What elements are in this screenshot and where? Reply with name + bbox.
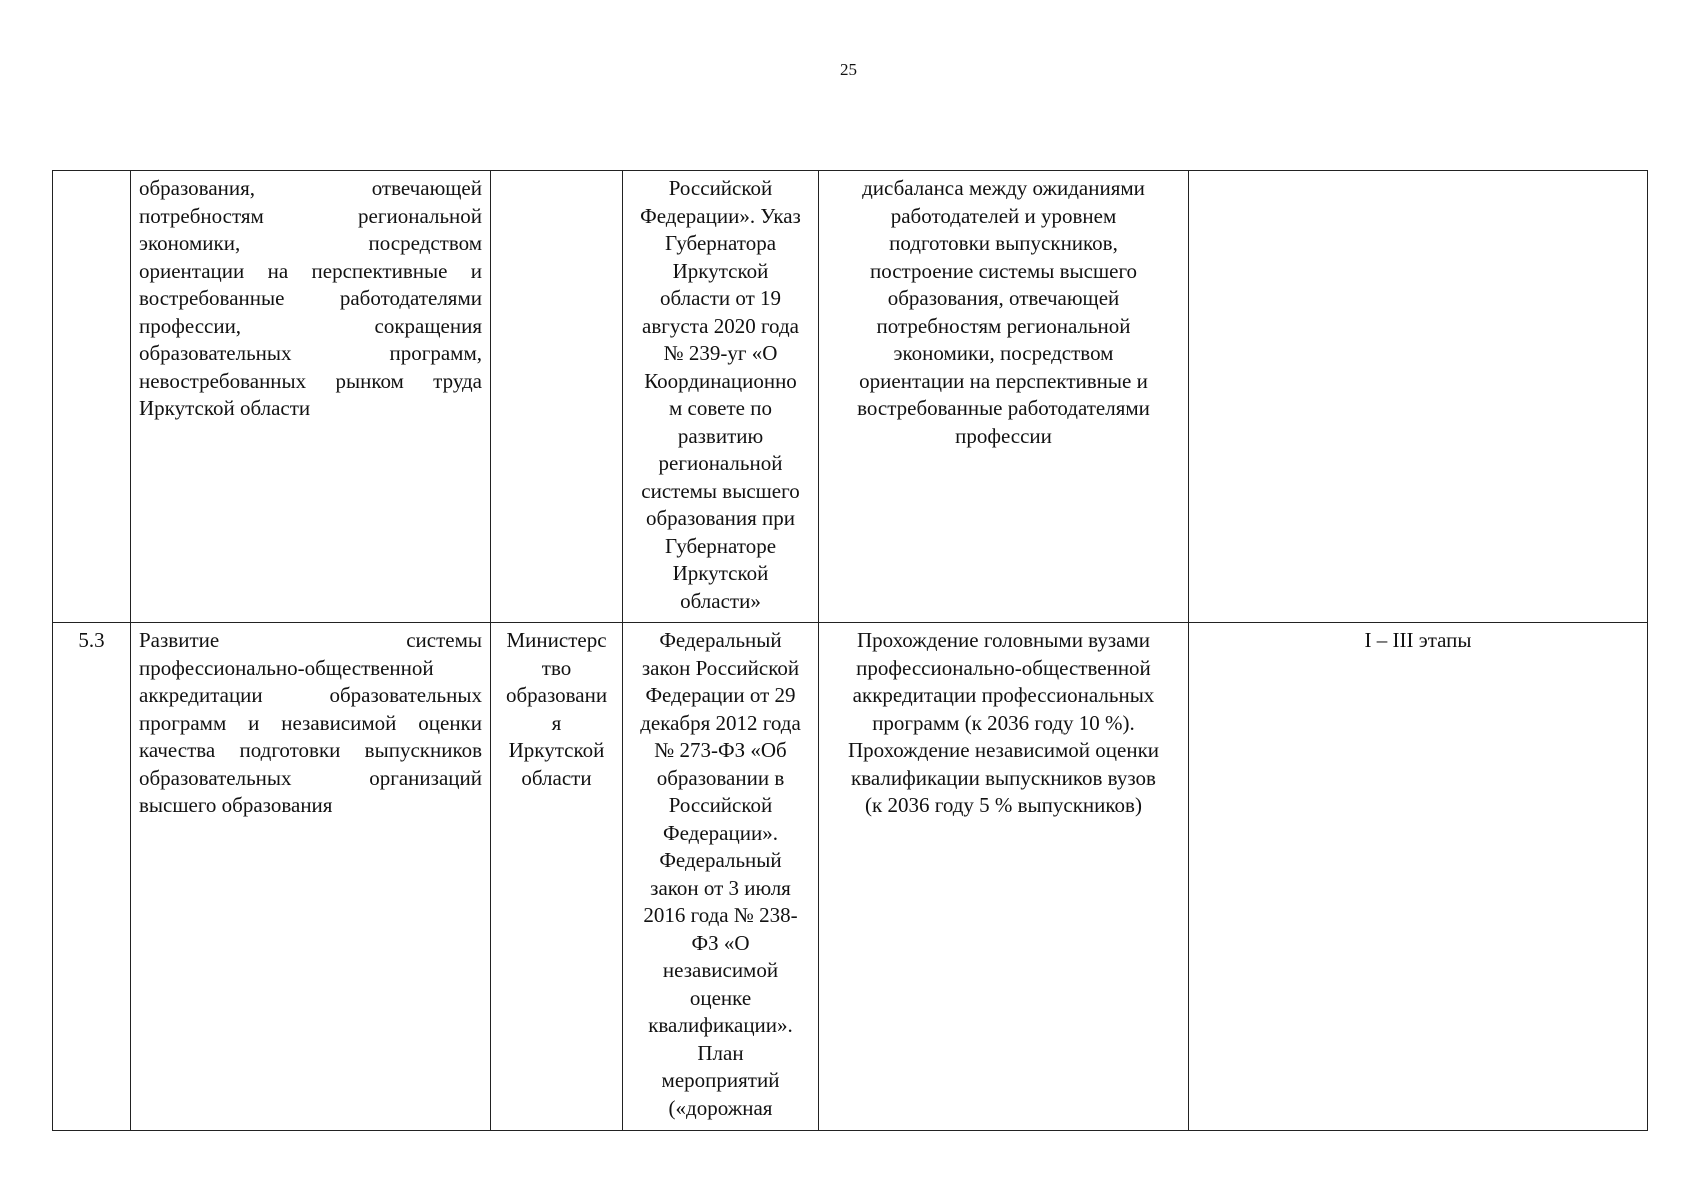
row-number: 5.3	[53, 623, 131, 1131]
table-row	[53, 171, 1648, 623]
measure-line: профессионально-общественной	[139, 655, 434, 680]
measure-line: профессии, сокращения	[139, 313, 482, 338]
measure-line: ориентации на перспективные и	[139, 258, 482, 283]
responsible-cell: Министерс тво образовани я Иркутской области	[491, 623, 623, 1131]
measures-table	[52, 170, 1648, 1131]
legal-basis-cell: Федеральный закон Российской Федерации от 29 декабря 2012 года № 273-ФЗ «Об образовании в Российской Федерации». Федеральный закон от 3 июля 2016 года № 238- ФЗ «О независимой оценке квалификации». План мероприятий («дорожная	[623, 623, 819, 1131]
measure-line: аккредитации образовательных	[139, 683, 482, 707]
measure-line: Развитие системы	[139, 628, 482, 652]
row-number	[53, 171, 131, 623]
table-row	[53, 623, 1648, 1131]
measure-cell	[131, 171, 491, 623]
stages-cell	[1189, 171, 1648, 623]
measure-line: невостребованных рынком труда	[139, 368, 482, 393]
measure-line: программ и независимой оценки	[139, 710, 482, 735]
measure-line: востребованные работодателями	[139, 286, 482, 310]
stages-cell: I – III этапы	[1189, 623, 1648, 1131]
legal-basis-cell: Российской Федерации». Указ Губернатора Иркутской области от 19 августа 2020 года № 239-уг «О Координационно м совете по развитию региональной системы высшего образования при Губернаторе Иркутской области»	[623, 171, 819, 623]
measure-line: качества подготовки выпускников	[139, 738, 482, 762]
measure-line: потребностям региональной	[139, 203, 482, 228]
measure-cell	[131, 623, 491, 1131]
result-cell: дисбаланса между ожиданиями работодателей и уровнем подготовки выпускников, построение системы высшего образования, отвечающей потребностям региональной экономики, посредством ориентации на перспективные и востребованные работодателями профессии	[819, 171, 1189, 623]
measure-line: экономики, посредством	[139, 231, 482, 255]
measure-line: образовательных программ,	[139, 341, 482, 365]
responsible-cell	[491, 171, 623, 623]
measure-line: образовательных организаций	[139, 765, 482, 790]
measure-line: Иркутской области	[139, 396, 311, 420]
page-number: 25	[840, 60, 857, 79]
result-cell: Прохождение головными вузами профессионально-общественной аккредитации профессиональных программ (к 2036 году 10 %). Прохождение независимой оценки квалификации выпускников вузов (к 2036 году 5 % выпускников)	[819, 623, 1189, 1131]
measure-line: образования, отвечающей	[139, 176, 482, 200]
measure-line: высшего образования	[139, 793, 333, 817]
